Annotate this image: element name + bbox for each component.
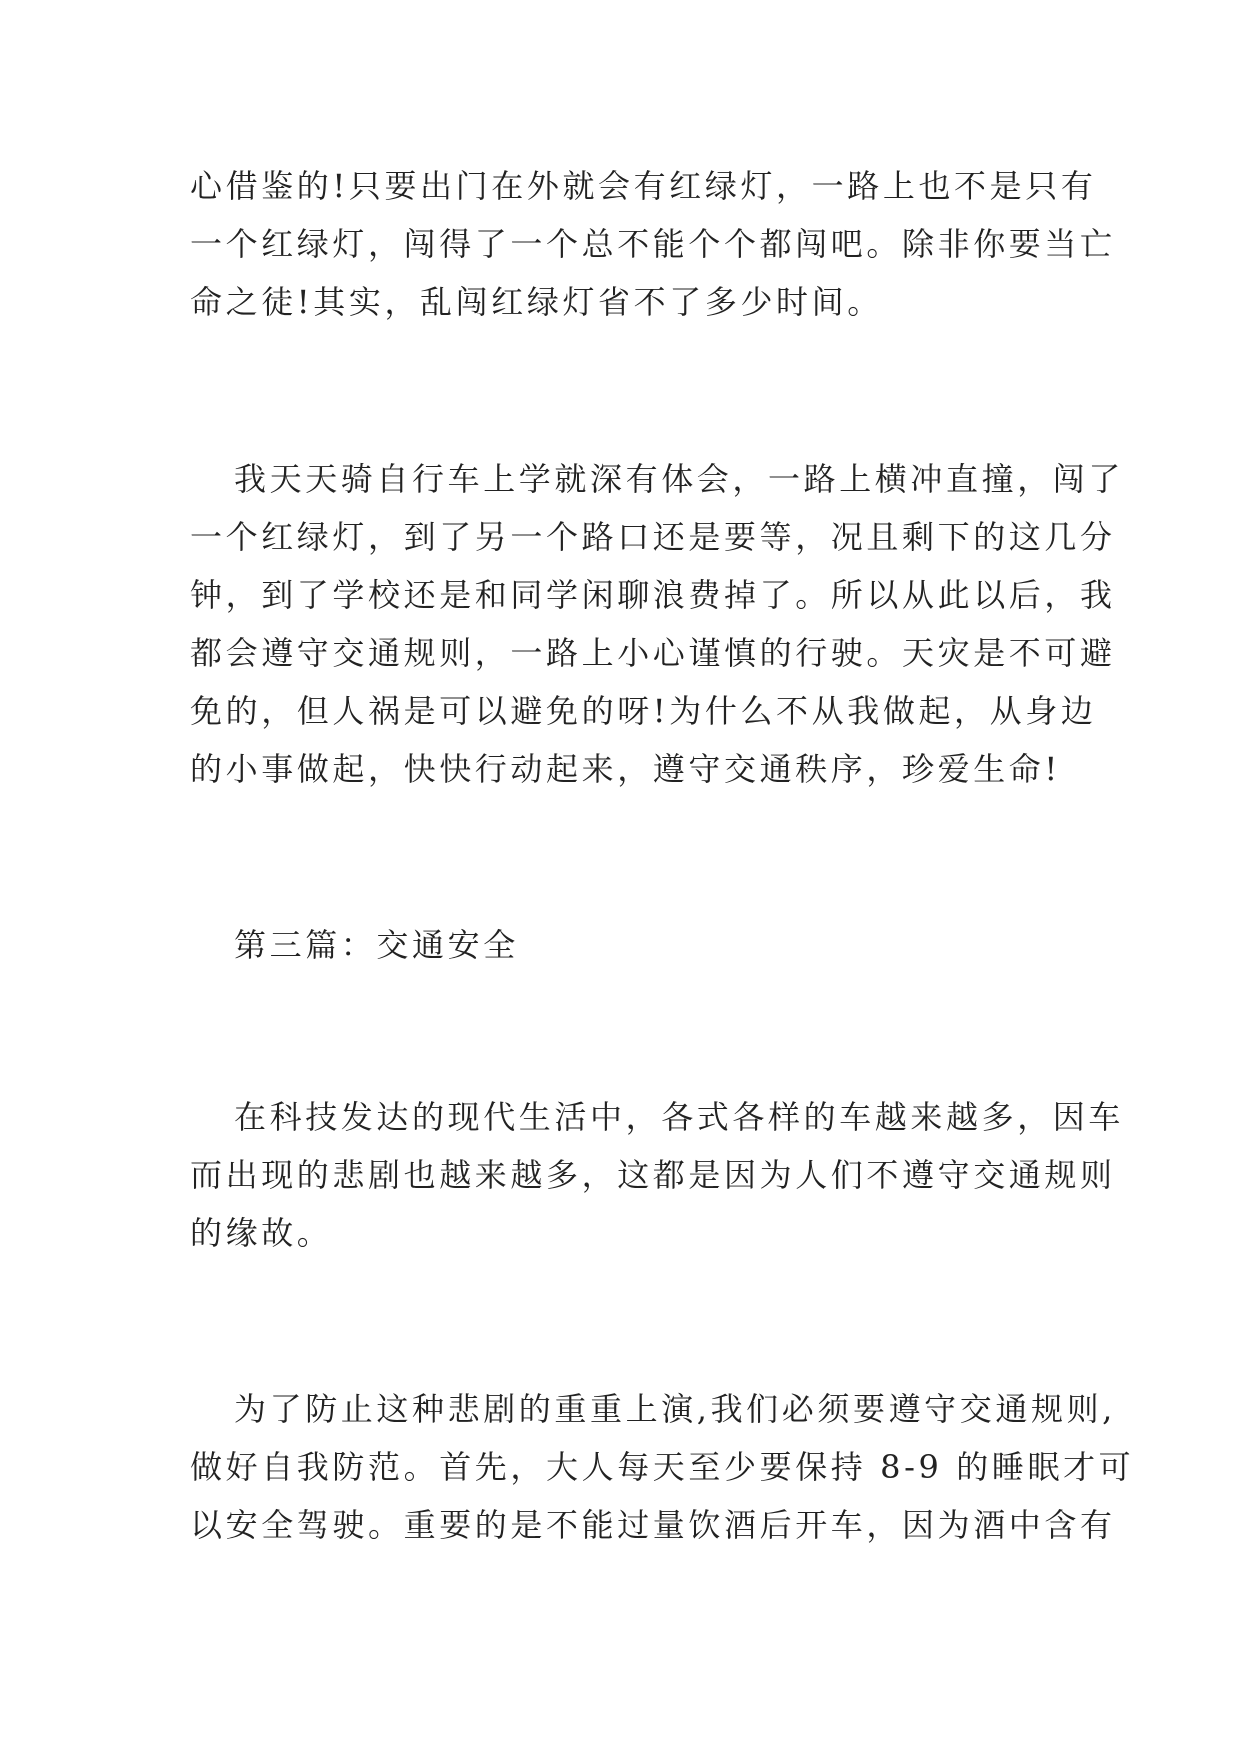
paragraph-2-line-4: 都会遵守交通规则，一路上小心谨慎的行驶。天灾是不可避 (190, 634, 1116, 672)
paragraph-3-line-3: 的缘故。 (190, 1214, 333, 1252)
paragraph-2-line-2: 一个红绿灯，到了另一个路口还是要等，况且剩下的这几分 (190, 518, 1116, 556)
section-heading: 第三篇：交通安全 (234, 926, 519, 964)
paragraph-4-line-2: 做好自我防范。首先，大人每天至少要保持 8-9 的睡眠才可 (190, 1448, 1135, 1486)
paragraph-2-line-6: 的小事做起，快快行动起来，遵守交通秩序，珍爱生命! (190, 750, 1061, 788)
paragraph-3-line-1: 在科技发达的现代生活中，各式各样的车越来越多，因车 (234, 1098, 1125, 1136)
paragraph-2-line-1: 我天天骑自行车上学就深有体会，一路上横冲直撞，闯了 (234, 460, 1125, 498)
paragraph-1-line-3: 命之徒!其实，乱闯红绿灯省不了多少时间。 (190, 283, 883, 321)
paragraph-2-line-5: 免的，但人祸是可以避免的呀!为什么不从我做起，从身边 (190, 692, 1097, 730)
paragraph-4-line-1: 为了防止这种悲剧的重重上演,我们必须要遵守交通规则, (234, 1390, 1116, 1428)
paragraph-1-line-1: 心借鉴的!只要出门在外就会有红绿灯，一路上也不是只有 (190, 167, 1097, 205)
paragraph-2-line-3: 钟，到了学校还是和同学闲聊浪费掉了。所以从此以后，我 (190, 576, 1116, 614)
paragraph-4-line-3: 以安全驾驶。重要的是不能过量饮酒后开车，因为酒中含有 (190, 1506, 1116, 1544)
paragraph-1-line-2: 一个红绿灯，闯得了一个总不能个个都闯吧。除非你要当亡 (190, 225, 1116, 263)
paragraph-3-line-2: 而出现的悲剧也越来越多，这都是因为人们不遵守交通规则 (190, 1156, 1116, 1194)
